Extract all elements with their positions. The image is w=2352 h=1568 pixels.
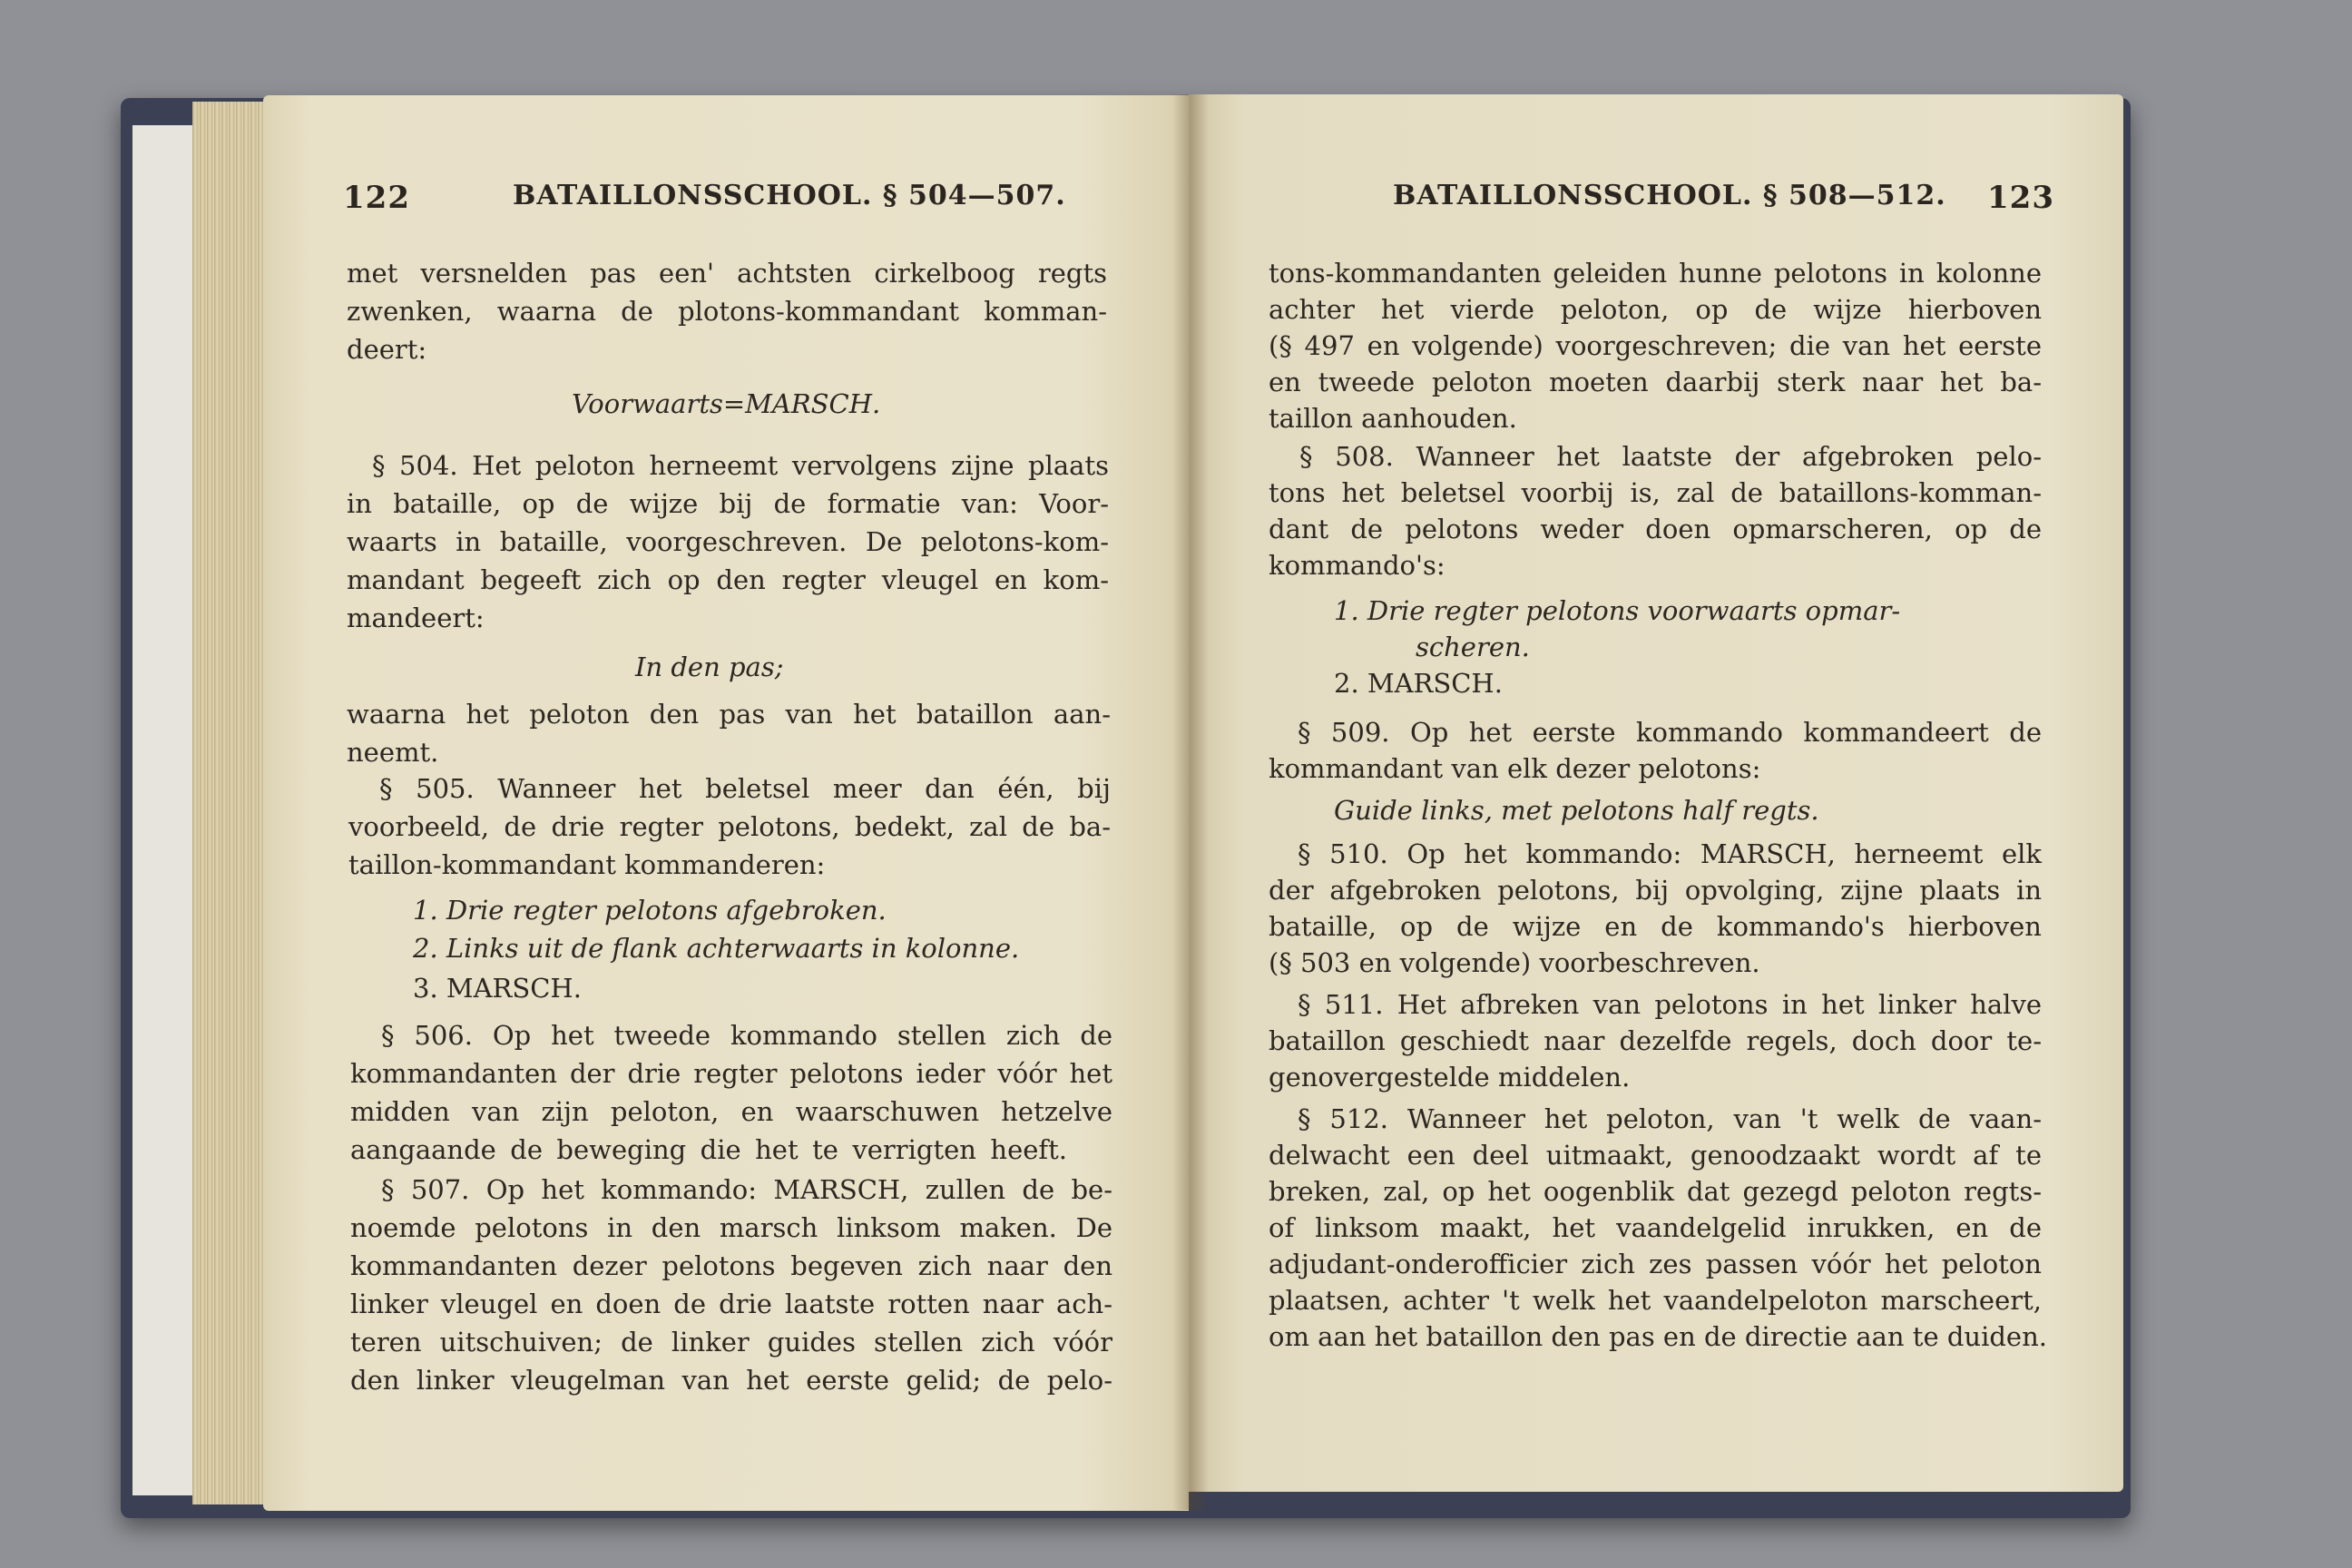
paragraph-start: § 506. Op het tweede kommando stellen zich de (381, 1020, 1112, 1051)
paragraph-start: § 508. Wanneer het laatste der afgebroken pelo- (1299, 441, 2042, 472)
text-line: adjudant-onderofficier zich zes passen vóór het peloton (1269, 1249, 2042, 1279)
left-page-number: 122 (343, 180, 410, 216)
text-line: taillon aanhouden. (1269, 403, 1517, 434)
left-running-head: BATAILLONSSCHOOL. § 504—507. (513, 180, 1066, 211)
text-line: den linker vleugelman van het eerste gelid; de pelo- (350, 1365, 1112, 1396)
text-line: noemde pelotons in den marsch linksom maken. De (350, 1212, 1112, 1243)
text-line: kommando's: (1269, 550, 1446, 581)
numbered-command: 2. MARSCH. (1334, 668, 1503, 699)
text-line: der afgebroken pelotons, bij opvolging, zijne plaats in (1269, 875, 2042, 906)
text-line: kommandanten dezer pelotons begeven zich naar den (350, 1250, 1112, 1281)
text-line: tons het beletsel voorbij is, zal de bataillons-komman- (1269, 477, 2042, 508)
numbered-command: 3. MARSCH. (413, 973, 582, 1004)
text-line: taillon-kommandant kommanderen: (348, 849, 826, 880)
text-line: (§ 503 en volgende) voorbeschreven. (1269, 947, 1760, 978)
text-line: achter het vierde peloton, op de wijze hierboven (1269, 294, 2042, 325)
text-line: kommandant van elk dezer pelotons: (1269, 753, 1761, 784)
text-line: plaatsen, achter 't welk het vaandelpeloton marscheert, (1269, 1285, 2042, 1316)
text-line: in bataille, op de wijze bij de formatie van: Voor- (347, 488, 1109, 519)
text-line: bataillon geschiedt naar dezelfde regels, doch door te- (1269, 1025, 2042, 1056)
text-line: delwacht een deel uitmaakt, genoodzaakt wordt af te (1269, 1140, 2042, 1171)
numbered-command: scheren. (1416, 632, 1530, 662)
text-line: dant de pelotons weder doen opmarscheren, op de (1269, 514, 2042, 544)
numbered-command: 1. Drie regter pelotons afgebroken. (413, 895, 887, 926)
paragraph-start: § 510. Op het kommando: MARSCH, herneemt elk (1298, 838, 2042, 869)
text-line: neemt. (347, 737, 439, 768)
text-line: teren uitschuiven; de linker guides stellen zich vóór (350, 1327, 1112, 1357)
text-line: en tweede peloton moeten daarbij sterk naar het ba- (1269, 367, 2042, 397)
command-line: Guide links, met pelotons half regts. (1334, 795, 1819, 826)
paragraph-start: § 507. Op het kommando: MARSCH, zullen de be- (381, 1174, 1112, 1205)
text-line: mandeert: (347, 603, 485, 633)
paragraph-start: § 504. Het peloton herneemt vervolgens zijne plaats (372, 450, 1109, 481)
text-line: bataille, op de wijze en de kommando's hierboven (1269, 911, 2042, 942)
text-line: (§ 497 en volgende) voorgeschreven; die van het eerste (1269, 330, 2042, 361)
text-line: mandant begeeft zich op den regter vleugel en kom- (347, 564, 1109, 595)
text-line: linker vleugel en doen de drie laatste rotten naar ach- (350, 1289, 1112, 1319)
text-line: midden van zijn peloton, en waarschuwen hetzelve (350, 1096, 1112, 1127)
text-line: kommandanten der drie regter pelotons ieder vóór het (350, 1058, 1112, 1089)
text-line: tons-kommandanten geleiden hunne pelotons in kolonne (1269, 258, 2042, 289)
text-line: aangaande de beweging die het te verrigten heeft. (350, 1134, 1067, 1165)
text-line: genovergestelde middelen. (1269, 1062, 1631, 1093)
right-running-head: BATAILLONSSCHOOL. § 508—512. (1393, 180, 1946, 211)
text-line: deert: (347, 334, 427, 365)
paragraph-start: § 509. Op het eerste kommando kommandeert de (1298, 717, 2042, 748)
paragraph-start: § 511. Het afbreken van pelotons in het linker halve (1298, 989, 2042, 1020)
book-gutter (1172, 94, 1209, 1510)
numbered-command: 2. Links uit de flank achterwaarts in kolonne. (413, 933, 1020, 964)
text-line: waarts in bataille, voorgeschreven. De pelotons-kom- (347, 526, 1109, 557)
paragraph-start: § 512. Wanneer het peloton, van 't welk de vaan- (1298, 1103, 2042, 1134)
text-line: om aan het bataillon den pas en de directie aan te duiden. (1269, 1321, 2047, 1352)
text-line: met versnelden pas een' achtsten cirkelboog regts (347, 258, 1107, 289)
right-page-number: 123 (1987, 180, 2054, 216)
command-line: In den pas; (635, 652, 784, 682)
text-line: of linksom maakt, het vaandelgelid inrukken, en de (1269, 1212, 2042, 1243)
paragraph-start: § 505. Wanneer het beletsel meer dan één, bij (379, 773, 1111, 804)
text-line: voorbeeld, de drie regter pelotons, bedekt, zal de ba- (348, 811, 1111, 842)
text-line: breken, zal, op het oogenblik dat gezegd peloton regts- (1269, 1176, 2042, 1207)
numbered-command: 1. Drie regter pelotons voorwaarts opmar- (1334, 595, 1901, 626)
text-line: waarna het peloton den pas van het bataillon aan- (347, 699, 1111, 730)
command-line: Voorwaarts=MARSCH. (572, 388, 881, 419)
text-line: zwenken, waarna de plotons-kommandant komman- (347, 296, 1107, 327)
